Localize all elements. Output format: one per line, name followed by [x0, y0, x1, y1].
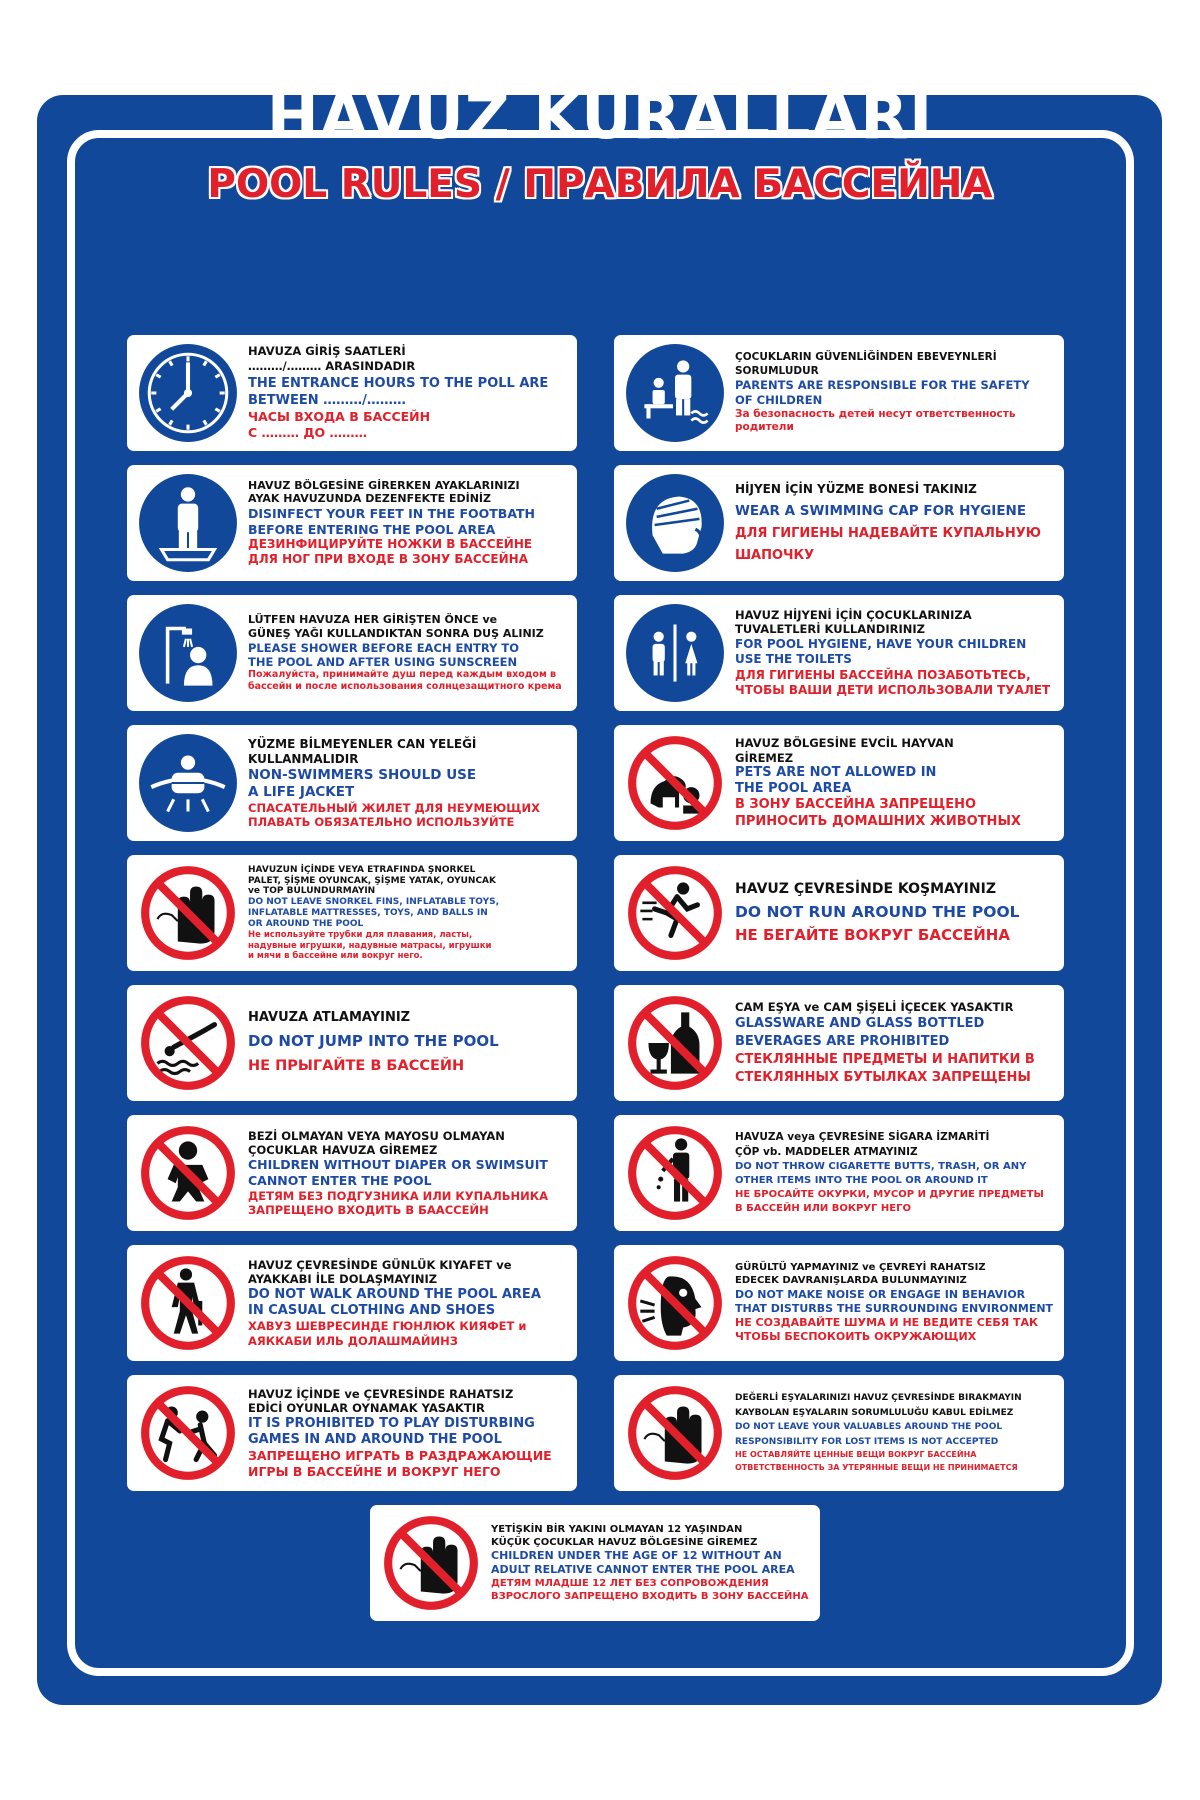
no-littering-icon	[624, 1122, 726, 1224]
rule-text-tr: HAVUZA veya ÇEVRESİNE SİGARA İZMARİTİ ÇÖP vb. MADDELER ATMAYINIZ	[735, 1131, 990, 1158]
rule-card-19	[370, 1505, 820, 1621]
rule-text-ru: ЧАСЫ ВХОДА В БАССЕЙН С ……… ДО ………	[248, 408, 431, 441]
rule-text	[735, 1375, 1058, 1491]
no-unaccompanied-children-icon	[380, 1512, 482, 1614]
rule-text-tr: HAVUZ BÖLGESİNE GİRERKEN AYAKLARINIZI AYAK HAVUZUNDA DEZENFEKTE EDİNİZ	[248, 478, 520, 506]
rule-text-ru: ДЛЯ ГИГИЕНЫ БАССЕЙНА ПОЗАБОТЬТЕСЬ, ЧТОБЫ ВАШИ ДЕТИ ИСПОЛЬЗОВАЛИ ТУАЛЕТ	[735, 667, 1051, 698]
rule-text	[735, 725, 1058, 841]
rule-text-tr: HAVUZ HİJYENİ İÇİN ÇOCUKLARINIZA TUVALETLERİ KULLANDIRINIZ	[735, 607, 972, 637]
sign-title: HAVUZ KURALLARI	[266, 80, 934, 153]
rule-text-tr: HAVUZ ÇEVRESİNDE GÜNLÜK KIYAFET ve AYAKKABI İLE DOLAŞMAYINIZ	[248, 1258, 512, 1287]
rule-text-ru: НЕ БРОСАЙТЕ ОКУРКИ, МУСОР И ДРУГИЕ ПРЕДМЕТЫ В БАССЕЙН ИЛИ ВОКРУГ НЕГО	[735, 1188, 1044, 1214]
rule-text-tr: YETİŞKİN BİR YAKINI OLMAYAN 12 YAŞINDAN KÜÇÜK ÇOCUKLAR HAVUZ BÖLGESİNE GİREMEZ	[491, 1523, 758, 1548]
rule-text-ru: НЕ ОСТАВЛЯЙТЕ ЦЕННЫЕ ВЕЩИ ВОКРУГ БАССЕЙНА ОТВЕТСТВЕННОСТЬ ЗА УТЕРЯННЫЕ ВЕЩИ НЕ ПРИНИМАЕТСЯ	[735, 1449, 1018, 1472]
rule-text-ru: Не используйте трубки для плавания, ласты, надувные игрушки, надувные матрасы, игрушки и мячи в бассейне или вокруг него.	[248, 930, 492, 962]
rule-text-tr: HAVUZA ATLAMAYINIZ	[248, 1009, 411, 1025]
no-running-icon	[624, 862, 726, 964]
rule-text-ru: ЗАПРЕЩЕНО ИГРАТЬ В РАЗДРАЖАЮЩИЕ ИГРЫ В БАССЕЙНЕ И ВОКРУГ НЕГО	[248, 1448, 552, 1479]
rule-card-2	[614, 335, 1064, 451]
rule-text	[248, 725, 571, 841]
rule-text	[735, 985, 1058, 1101]
rule-text-en: GLASSWARE AND GLASS BOTTLED BEVERAGES ARE PROHIBITED	[735, 1015, 985, 1049]
rule-text-en: PARENTS ARE RESPONSIBLE FOR THE SAFETY OF CHILDREN	[735, 378, 1030, 407]
rule-text-en: DO NOT THROW CIGARETTE BUTTS, TRASH, OR ANY OTHER ITEMS INTO THE POOL OR AROUND IT	[735, 1160, 1027, 1186]
rule-text-en: THE ENTRANCE HOURS TO THE POLL ARE BETWEEN ………/………	[248, 375, 549, 408]
rule-card-6	[614, 595, 1064, 711]
rule-text-en: PETS ARE NOT ALLOWED IN THE POOL AREA	[735, 764, 937, 797]
rule-text-en: DO NOT RUN AROUND THE POOL	[735, 903, 1020, 922]
no-street-clothes-icon	[137, 1252, 239, 1354]
rule-text	[735, 855, 1058, 971]
clock-icon	[137, 342, 239, 444]
no-toys-icon	[137, 862, 239, 964]
parent-child-icon	[624, 342, 726, 444]
rule-text-tr: HİJYEN İÇİN YÜZME BONESİ TAKINIZ	[735, 482, 977, 497]
shower-icon	[137, 602, 239, 704]
rule-card-3	[127, 465, 577, 581]
rule-text	[248, 465, 571, 581]
rule-text	[735, 465, 1058, 581]
rule-card-10	[614, 855, 1064, 971]
rule-text-en: DO NOT JUMP INTO THE POOL	[248, 1031, 499, 1050]
rule-card-15	[127, 1245, 577, 1361]
rule-text-tr: BEZİ OLMAYAN VEYA MAYOSU OLMAYAN ÇOCUKLAR HAVUZA GİREMEZ	[248, 1128, 505, 1157]
rule-text-tr: HAVUZUN İÇİNDE VEYA ETRAFINDA ŞNORKEL PALET, ŞİŞME OYUNCAK, ŞİŞME YATAK, OYUNCAK ve TOP BULUNDURMAYIN	[248, 864, 496, 897]
rule-text-en: WEAR A SWIMMING CAP FOR HYGIENE	[735, 502, 1027, 519]
rule-text-en: DO NOT MAKE NOISE OR ENGAGE IN BEHAVIOR THAT DISTURBS THE SURROUNDING ENVIRONMENT	[735, 1287, 1054, 1315]
children-toilet-icon	[624, 602, 726, 704]
rule-text-tr: LÜTFEN HAVUZA HER GİRİŞTEN ÖNCE ve GÜNEŞ YAĞI KULLANDIKTAN SONRA DUŞ ALINIZ	[248, 613, 544, 640]
rule-text-ru: ДЕЗИНФИЦИРУЙТЕ НОЖКИ В БАССЕЙНЕ ДЛЯ НОГ ПРИ ВХОДЕ В ЗОНУ БАССЕЙНА	[248, 537, 533, 567]
rule-text-en: CHILDREN UNDER THE AGE OF 12 WITHOUT AN ADULT RELATIVE CANNOT ENTER THE POOL AREA	[491, 1548, 795, 1576]
rule-text	[248, 855, 571, 971]
rule-text	[491, 1505, 814, 1621]
rule-text-en: DO NOT WALK AROUND THE POOL AREA IN CASUAL CLOTHING AND SHOES	[248, 1286, 541, 1318]
rule-text	[735, 1245, 1058, 1361]
rule-text-ru: ХАВУЗ ШЕВРЕСИНДЕ ГЮНЛЮК КИЯФЕТ и АЯККАБИ ИЛЬ ДОЛАШМАЙИНЗ	[248, 1319, 527, 1348]
rule-card-12	[614, 985, 1064, 1101]
rule-text	[248, 595, 571, 711]
rule-text-ru: ДЕТЯМ БЕЗ ПОДГУЗНИКА ИЛИ КУПАЛЬНИКА ЗАПРЕЩЕНО ВХОДИТЬ В БААССЕЙН	[248, 1188, 549, 1217]
rule-text-en: FOR POOL HYGIENE, HAVE YOUR CHILDREN USE THE TOILETS	[735, 637, 1027, 667]
rule-text-en: DO NOT LEAVE YOUR VALUABLES AROUND THE POOL RESPONSIBILITY FOR LOST ITEMS IS NOT ACCEPTED	[735, 1422, 1003, 1447]
rule-card-5	[127, 595, 577, 711]
rule-card-18	[614, 1375, 1064, 1491]
rule-card-13	[127, 1115, 577, 1231]
rule-text-ru: Пожалуйста, принимайте душ перед каждым входом в бассейн и после использования солнцезащитного крема	[248, 669, 562, 693]
rule-card-4	[614, 465, 1064, 581]
no-pets-icon	[624, 732, 726, 834]
rule-text	[735, 335, 1058, 451]
no-diaper-icon	[137, 1122, 239, 1224]
rule-card-9	[127, 855, 577, 971]
rule-text-ru: ДЛЯ ГИГИЕНЫ НАДЕВАЙТЕ КУПАЛЬНУЮ ШАПОЧКУ	[735, 525, 1041, 563]
rule-text	[248, 1115, 571, 1231]
sign-subtitle: POOL RULES / ПРАВИЛА БАССЕЙНА	[207, 162, 993, 207]
rule-text-ru: НЕ БЕГАЙТЕ ВОКРУГ БАССЕЙНА	[735, 926, 1010, 945]
no-valuables-icon	[624, 1382, 726, 1484]
rule-card-1	[127, 335, 577, 451]
rule-text-tr: CAM EŞYA ve CAM ŞİŞELİ İÇECEK YASAKTIR	[735, 999, 1014, 1014]
rule-text	[248, 985, 571, 1101]
rule-text-tr: YÜZME BİLMEYENLER CAN YELEĞİ KULLANMALIDIR	[248, 736, 477, 766]
rule-text-tr: DEĞERLİ EŞYALARINIZI HAVUZ ÇEVRESİNDE BIRAKMAYIN KAYBOLAN EŞYALARIN SORUMLULUĞU KABUL EDİLMEZ	[735, 1393, 1022, 1418]
rule-text-en: DISINFECT YOUR FEET IN THE FOOTBATH BEFORE ENTERING THE POOL AREA	[248, 506, 536, 537]
rule-text	[248, 1245, 571, 1361]
rule-card-16	[614, 1245, 1064, 1361]
rule-text-tr: HAVUZ ÇEVRESİNDE KOŞMAYINIZ	[735, 880, 996, 897]
rule-card-8	[614, 725, 1064, 841]
rule-text-tr: HAVUZ İÇİNDE ve ÇEVRESİNDE RAHATSIZ EDİCİ OYUNLAR OYNAMAK YASAKTIR	[248, 1386, 514, 1416]
rule-text-ru: В ЗОНУ БАССЕЙНА ЗАПРЕЩЕНО ПРИНОСИТЬ ДОМАШНИХ ЖИВОТНЫХ	[735, 797, 1021, 829]
life-jacket-icon	[137, 732, 239, 834]
rule-text-tr: HAVUZ BÖLGESİNE EVCİL HAYVAN GİREMEZ	[735, 736, 954, 765]
rule-text-ru: НЕ ПРЫГАЙТЕ В БАССЕЙН	[248, 1058, 465, 1075]
rule-card-11	[127, 985, 577, 1101]
rule-text-tr: ÇOCUKLARIN GÜVENLİĞİNDEN EBEVEYNLERİ SORUMLUDUR	[735, 351, 997, 377]
no-glass-icon	[624, 992, 726, 1094]
rule-card-17	[127, 1375, 577, 1491]
rule-text-ru: ДЕТЯМ МЛАДШЕ 12 ЛЕТ БЕЗ СОПРОВОЖДЕНИЯ ВЗРОСЛОГО ЗАПРЕЩЕНО ВХОДИТЬ В ЗОНУ БАССЕЙНА	[491, 1578, 809, 1603]
rule-text-tr: GÜRÜLTÜ YAPMAYINIZ ve ÇEVREYİ RAHATSIZ EDECEK DAVRANIŞLARDA BULUNMAYINIZ	[735, 1262, 986, 1286]
no-diving-icon	[137, 992, 239, 1094]
rule-card-7	[127, 725, 577, 841]
rule-text-en: DO NOT LEAVE SNORKEL FINS, INFLATABLE TOYS, INFLATABLE MATTRESSES, TOYS, AND BALLS IN OR AROUND THE POOL	[248, 897, 500, 930]
footbath-icon	[137, 472, 239, 574]
rule-text	[248, 335, 571, 451]
rule-text	[735, 1115, 1058, 1231]
rule-text	[735, 595, 1058, 711]
rule-text-en: NON-SWIMMERS SHOULD USE A LIFE JACKET	[248, 766, 477, 800]
rule-card-14	[614, 1115, 1064, 1231]
rule-text-ru: НЕ СОЗДАВАЙТЕ ШУМА И НЕ ВЕДИТЕ СЕБЯ ТАК ЧТОБЫ БЕСПОКОИТЬ ОКРУЖАЮЩИХ	[735, 1315, 1039, 1343]
no-rough-play-icon	[137, 1382, 239, 1484]
swim-cap-icon	[624, 472, 726, 574]
no-noise-icon	[624, 1252, 726, 1354]
rule-text	[248, 1375, 571, 1491]
rule-text-en: PLEASE SHOWER BEFORE EACH ENTRY TO THE POOL AND AFTER USING SUNSCREEN	[248, 640, 520, 669]
rule-text-ru: СПАСАТЕЛЬНЫЙ ЖИЛЕТ ДЛЯ НЕУМЕЮЩИХ ПЛАВАТЬ ОБЯЗАТЕЛЬНО ИСПОЛЬЗУЙТЕ	[248, 800, 540, 829]
rule-text-en: IT IS PROHIBITED TO PLAY DISTURBING GAMES IN AND AROUND THE POOL	[248, 1415, 535, 1447]
rule-text-ru: За безопасность детей несут ответственность родители	[735, 407, 1016, 434]
rule-text-ru: СТЕКЛЯННЫЕ ПРЕДМЕТЫ И НАПИТКИ В СТЕКЛЯННЫХ БУТЫЛКАХ ЗАПРЕЩЕНЫ	[735, 1052, 1035, 1086]
rule-text-tr: HAVUZA GİRİŞ SAATLERİ ………/……… ARASINDADIR	[248, 344, 416, 374]
rule-text-en: CHILDREN WITHOUT DIAPER OR SWIMSUIT CANNOT ENTER THE POOL	[248, 1157, 548, 1188]
